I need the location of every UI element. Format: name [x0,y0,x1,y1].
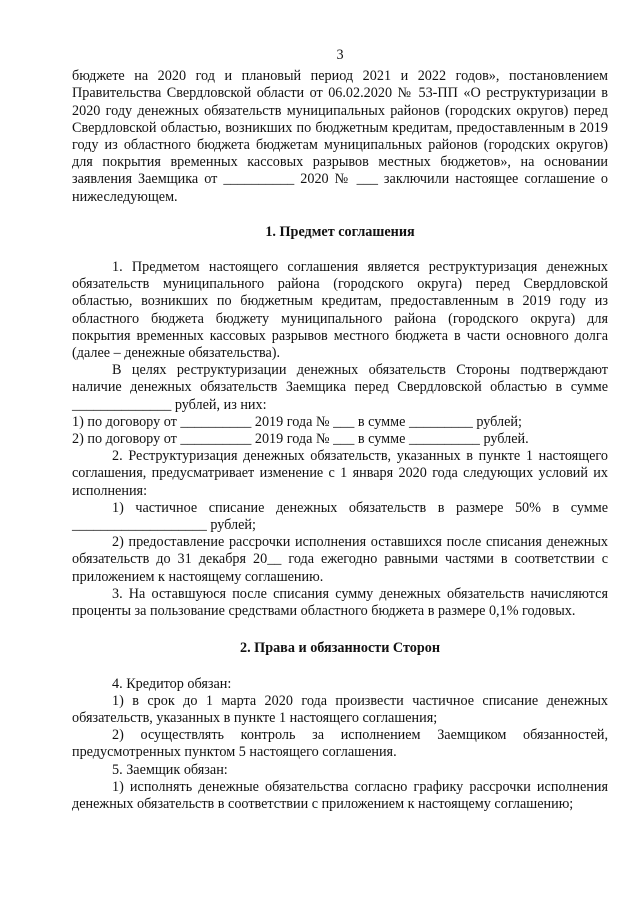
clause-2-subitem-2: 2) предоставление рассрочки исполнения оставшихся после списания денежных обязательств до 31 декабря 20__ года ежегодно равными частями в соответствии с приложением к настоящему соглашению. [72,534,608,585]
clause-3-paragraph: 3. На оставшуюся после списания сумму денежных обязательств начисляются проценты за пользование средствами областного бюджета в размере 0,1% годовых. [72,585,608,620]
debt-confirmation-paragraph: В целях реструктуризации денежных обязательств Стороны подтверждают наличие денежных обязательств Заемщика перед Свердловской областью в сумме ______________ рублей, из них: [72,362,608,413]
clause-1-paragraph: 1. Предметом настоящего соглашения является реструктуризация денежных обязательств муниципального района (городского округа) перед Свердловской областью, возникших по бюджетным кредитам, предоставленным в 2019 году из областного бюджета бюджету муниципального района (городского округа) для покрытия временных кассовых разрывов местного бюджета в части основного долга (далее – денежные обязательства). [72,259,608,362]
clause-2-subitem-1: 1) частичное списание денежных обязательств в размере 50% в сумме ___________________ рублей; [72,499,608,534]
clause-5-subitem-1: 1) исполнять денежные обязательства согласно графику рассрочки исполнения денежных обязательств в соответствии с приложением к настоящему соглашению; [72,778,608,812]
clause-4-subitem-2: 2) осуществлять контроль за исполнением Заемщиком обязанностей, предусмотренных пунктом 5 настоящего соглашения. [72,727,608,761]
section-1-title: 1. Предмет соглашения [265,223,415,240]
page-number: 3 [336,47,344,63]
intro-paragraph: бюджете на 2020 год и плановый период 2021 и 2022 годов», постановлением Правительства Свердловской области от 06.02.2020 № 53-ПП «О реструктуризации в 2020 году денежных обязательств муниципальных районов (городских округов) перед Свердловской областью, возникших по бюджетным кредитам, предоставленным в 2019 году из областного бюджета бюджетам муниципальных районов (городских округов) для покрытия временных кассовых разрывов местных бюджетов», на основании заявления Заемщика от __________ 2020 № ___ заключили настоящее соглашение о нижеследующем. [72,68,608,205]
clause-2-paragraph: 2. Реструктуризация денежных обязательств, указанных в пункте 1 настоящего соглашения, предусматривает изменение с 1 января 2020 года следующих условий их исполнения: [72,448,608,499]
contract-line-2: 2) по договору от __________ 2019 года № ___ в сумме __________ рублей. [72,431,529,448]
clause-4-subitem-1: 1) в срок до 1 марта 2020 года произвести частичное списание денежных обязательств, указанных в пункте 1 настоящего соглашения; [72,692,608,726]
document-page [72,47,608,813]
contract-line-1: 1) по договору от __________ 2019 года № ___ в сумме _________ рублей; [72,413,522,430]
clause-4-heading: 4. Кредитор обязан: [112,675,232,692]
section-2-title: 2. Права и обязанности Сторон [239,640,441,657]
clause-5-heading: 5. Заемщик обязан: [112,761,228,778]
